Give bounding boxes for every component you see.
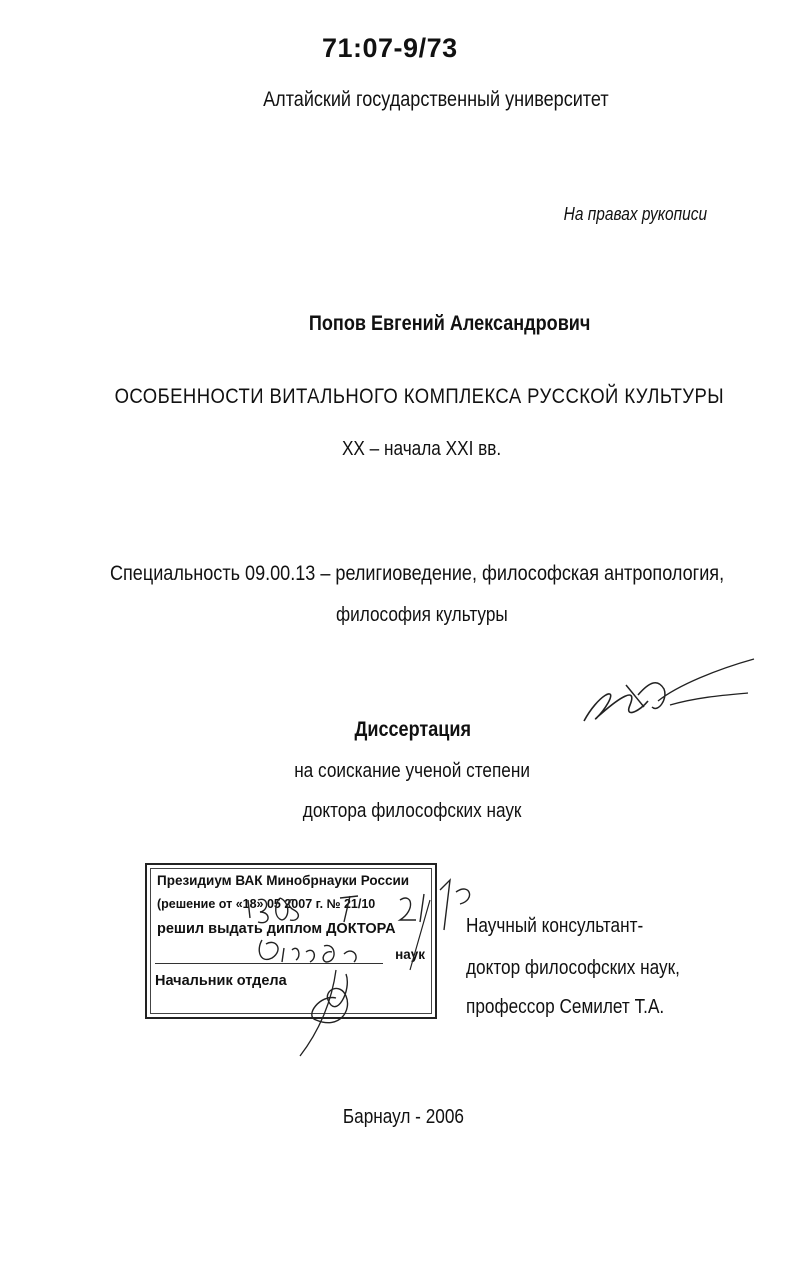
degree-line-2-text: доктора философских наук — [303, 800, 522, 822]
archive-code: 71:07-9/73 — [322, 33, 458, 63]
university-name-text: Алтайский государственный университет — [262, 88, 609, 111]
author-name-text: Попов Евгений Александрович — [308, 312, 591, 335]
consultant-line-2-text: доктор философских наук, — [466, 957, 680, 979]
manuscript-rights-text: На правах рукописи — [563, 204, 708, 224]
degree-line-2 — [13, 800, 799, 823]
stamp-line-1: Президиум ВАК Минобрнауки России — [157, 873, 410, 888]
manuscript-rights-note — [552, 204, 719, 225]
title-line-1 — [20, 384, 799, 409]
consultant-line-3-text: профессор Семилет Т.А. — [466, 996, 665, 1018]
consultant-line-3 — [466, 996, 696, 1019]
author-signature — [578, 655, 758, 735]
consultant-line-1-text: Научный консультант- — [466, 915, 644, 937]
stamp-line-3: решил выдать диплом ДОКТОРА — [157, 921, 396, 937]
city-year — [4, 1106, 799, 1129]
dissertation-heading-text: Диссертация — [354, 718, 471, 741]
degree-line-1-text: на соискание ученой степени — [294, 760, 531, 782]
stamp-handwriting — [240, 870, 500, 1060]
consultant-line-1 — [466, 915, 672, 938]
stamp-line-2: (решение от «18» 05 2007 г. № 21/10 — [157, 897, 376, 911]
title-line-2-text: XX – начала XXI вв. — [341, 438, 502, 460]
title-line-2 — [22, 438, 799, 461]
specialty-line-1-text: Специальность 09.00.13 – религиоведение, философская антропология, — [110, 562, 725, 585]
author-name — [50, 312, 799, 336]
specialty-line-2 — [22, 604, 799, 627]
stamp-line-4: наук — [395, 947, 425, 962]
city-year-text: Барнаул - 2006 — [342, 1106, 465, 1128]
degree-line-1 — [13, 760, 799, 783]
specialty-line-1 — [18, 562, 799, 586]
stamp-line-5: Начальник отдела — [155, 973, 287, 989]
university-name — [36, 88, 799, 112]
specialty-line-2-text: философия культуры — [335, 604, 508, 626]
consultant-line-2 — [466, 957, 715, 980]
title-line-1-text: ОСОБЕННОСТИ ВИТАЛЬНОГО КОМПЛЕКСА РУССКОЙ КУЛЬТУРЫ — [114, 384, 725, 408]
